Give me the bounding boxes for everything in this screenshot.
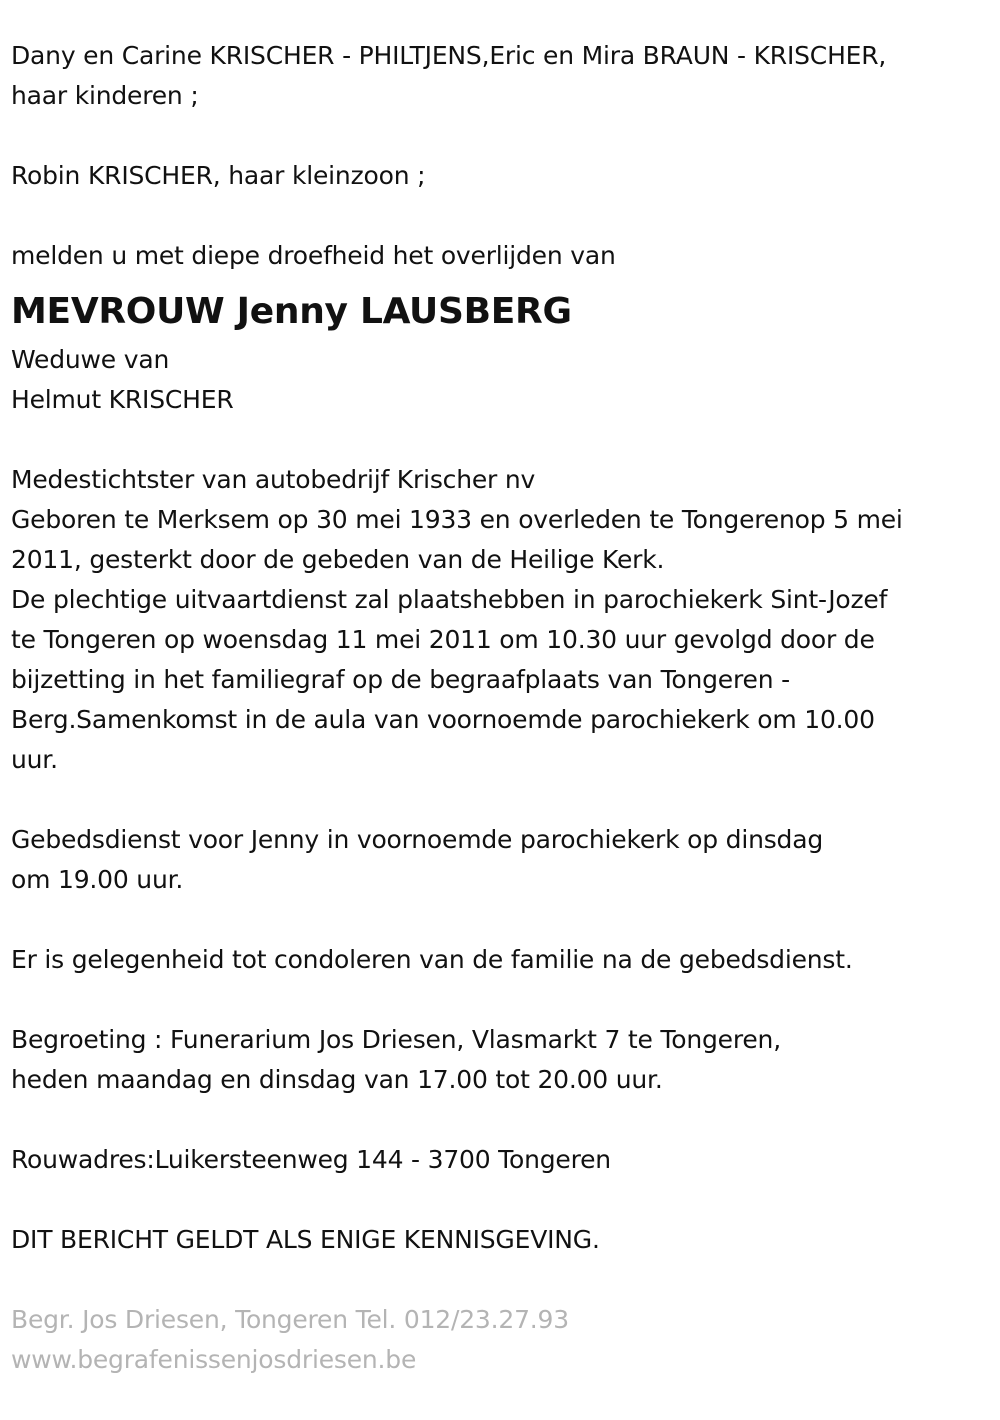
visitation-line: Begroeting : Funerarium Jos Driesen, Vlasmarkt 7 te Tongeren, bbox=[11, 1025, 781, 1054]
spouse-name: Helmut KRISCHER bbox=[11, 385, 234, 414]
visitation-section bbox=[11, 1020, 986, 1100]
details-line: 2011, gesterkt door de gebeden van de Heilige Kerk. bbox=[11, 545, 665, 574]
details-line: bijzetting in het familiegraf op de begraafplaats van Tongeren - bbox=[11, 665, 790, 694]
undertaker-website: www.begrafenissenjosdriesen.be bbox=[11, 1345, 417, 1374]
sole-notice: DIT BERICHT GELDT ALS ENIGE KENNISGEVING. bbox=[11, 1225, 600, 1254]
announcement-line: melden u met diepe droefheid het overlijden van bbox=[11, 241, 616, 270]
grandson-line: Robin KRISCHER, haar kleinzoon ; bbox=[11, 161, 426, 190]
prayer-line: Gebedsdienst voor Jenny in voornoemde parochiekerk op dinsdag bbox=[11, 825, 823, 854]
details-line: Berg.Samenkomst in de aula van voornoemde parochiekerk om 10.00 bbox=[11, 705, 875, 734]
widow-label: Weduwe van bbox=[11, 345, 170, 374]
condolence-line: Er is gelegenheid tot condoleren van de familie na de gebedsdienst. bbox=[11, 945, 853, 974]
details-line: De plechtige uitvaartdienst zal plaatshebben in parochiekerk Sint-Jozef bbox=[11, 585, 888, 614]
deceased-name: MEVROUW Jenny LAUSBERG bbox=[11, 291, 572, 332]
details-line: Medestichtster van autobedrijf Krischer nv bbox=[11, 465, 536, 494]
visitation-line: heden maandag en dinsdag van 17.00 tot 20.00 uur. bbox=[11, 1065, 663, 1094]
details-line: te Tongeren op woensdag 11 mei 2011 om 10.30 uur gevolgd door de bbox=[11, 625, 875, 654]
prayer-line: om 19.00 uur. bbox=[11, 865, 184, 894]
details-line: Geboren te Merksem op 30 mei 1933 en overleden te Tongerenop 5 mei bbox=[11, 505, 903, 534]
children-section bbox=[11, 36, 986, 116]
prayer-service-section bbox=[11, 820, 986, 900]
obituary-notice bbox=[11, 36, 986, 1380]
children-relation: haar kinderen ; bbox=[11, 81, 199, 110]
children-names: Dany en Carine KRISCHER - PHILTJENS,Eric en Mira BRAUN - KRISCHER, bbox=[11, 41, 887, 70]
details-line: uur. bbox=[11, 745, 58, 774]
details-section bbox=[11, 460, 986, 780]
undertaker-contact: Begr. Jos Driesen, Tongeren Tel. 012/23.27.93 bbox=[11, 1305, 569, 1334]
mourning-address: Rouwadres:Luikersteenweg 144 - 3700 Tongeren bbox=[11, 1145, 611, 1174]
undertaker-footer bbox=[11, 1300, 986, 1380]
